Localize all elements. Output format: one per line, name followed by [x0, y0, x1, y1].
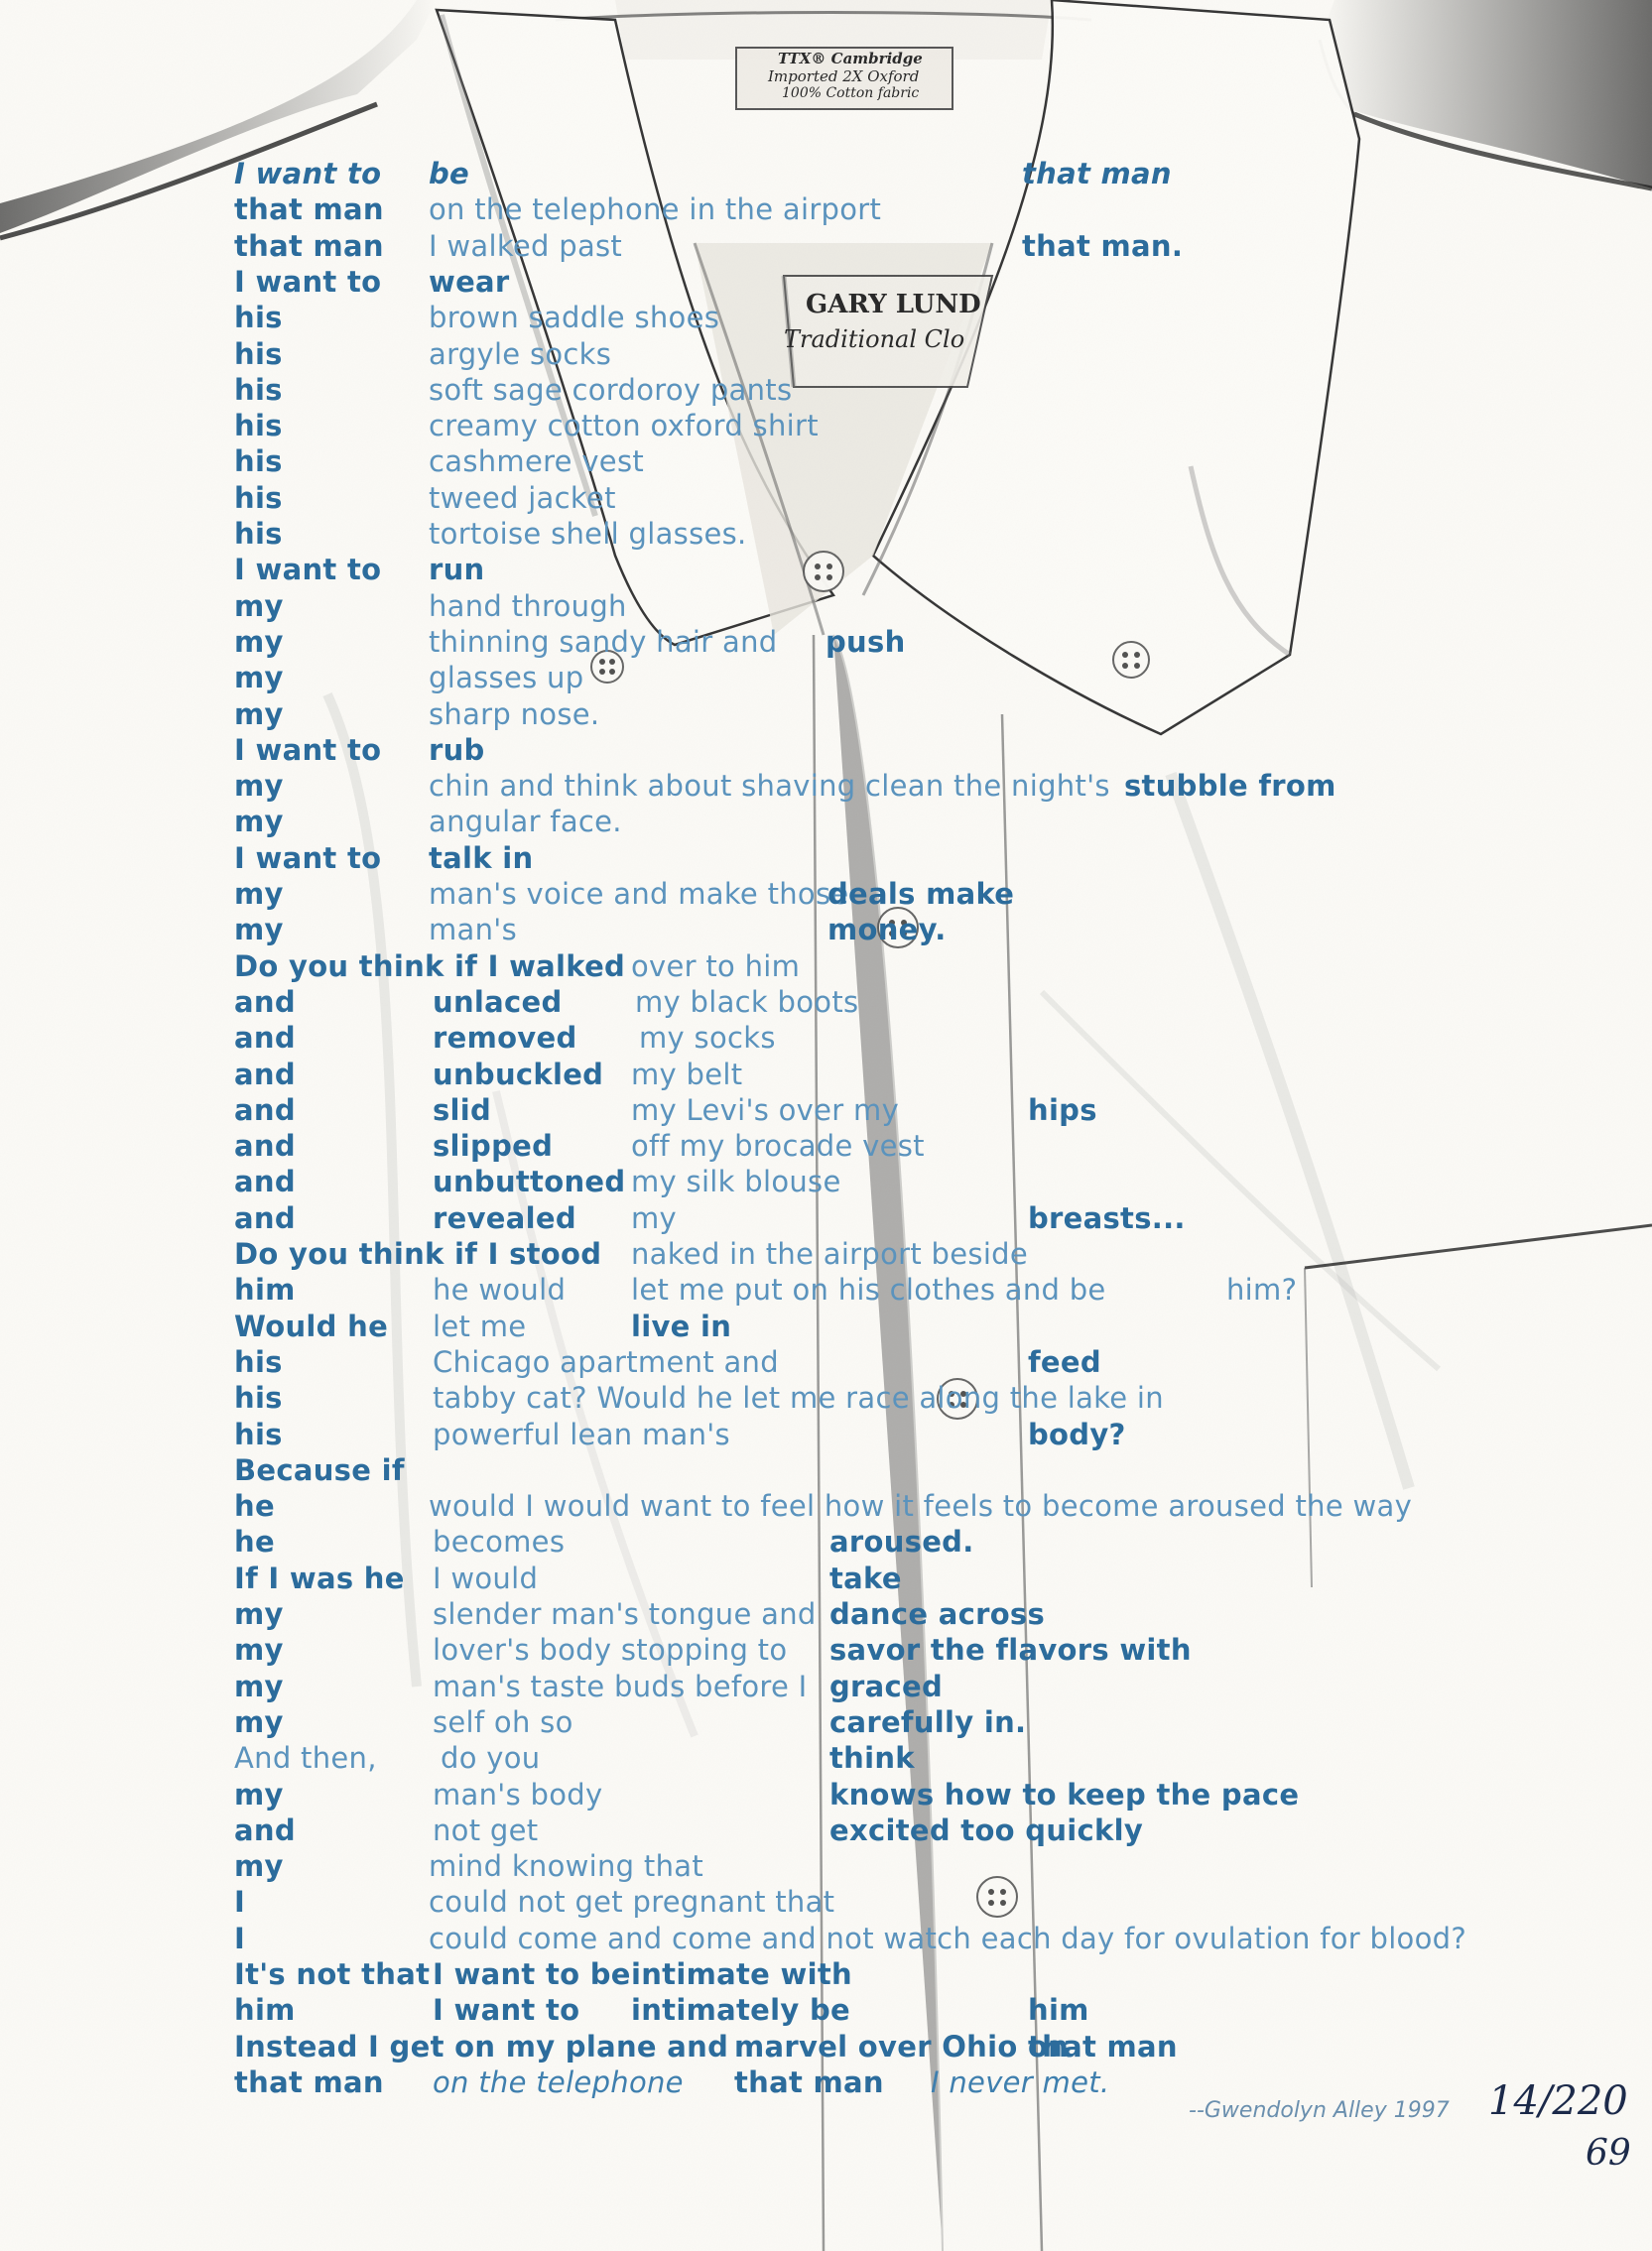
poem-word-col3: money. — [827, 913, 947, 947]
poem-word-col2: sharp nose. — [429, 696, 600, 731]
poem-word-col2: be — [429, 157, 470, 190]
poem-word-col4: him — [1028, 1993, 1089, 2028]
poem-word-col1: I want to — [234, 157, 382, 190]
poem-word-col2: slid — [433, 1092, 492, 1127]
poem-word-col2: thinning sandy hair and — [429, 624, 778, 659]
poem-word-col2: tabby cat? Would he let me race along the lake in — [433, 1381, 1164, 1416]
poem-line — [0, 804, 1652, 839]
poem-line — [0, 696, 1652, 732]
poem-line — [0, 732, 1652, 768]
handwritten-fraction: 14/220 — [1488, 2078, 1628, 2124]
poem-word-col2: tortoise shell glasses. — [429, 517, 747, 551]
handwritten-note: 69 — [1586, 2133, 1631, 2174]
poem-word-col1: his — [234, 517, 283, 551]
poem-word-col1: my — [234, 1777, 284, 1812]
poem-word-col4: body? — [1028, 1417, 1126, 1451]
poem-word-col1: I want to — [234, 840, 382, 875]
poem-word-col1: and — [234, 1021, 296, 1056]
poem-line — [0, 948, 1652, 984]
poem-line — [0, 1020, 1652, 1056]
poem-word-col1: and — [234, 1057, 296, 1091]
poem-word-col3: excited too quickly — [829, 1813, 1144, 1847]
poem-word-col2: removed — [433, 1021, 577, 1056]
poem-word-col2: Chicago apartment and — [433, 1344, 779, 1379]
poem-word-col1: Do you think if I stood — [234, 1237, 602, 1271]
poem-word-col2: talk in — [429, 840, 534, 875]
poem-word-col1: my — [234, 913, 284, 947]
poem-word-col3: my silk blouse — [631, 1165, 841, 1199]
poem-word-col1: Because if — [234, 1452, 405, 1487]
poem-word-col3: push — [826, 624, 906, 659]
poem-word-col1: I want to — [234, 264, 382, 299]
poem-word-col4: breasts... — [1028, 1200, 1186, 1235]
poem-word-col1: and — [234, 1129, 296, 1164]
poem-word-col3: knows how to keep the pace — [829, 1777, 1300, 1812]
poem-word-col3: live in — [631, 1309, 732, 1343]
poem-line — [0, 1417, 1652, 1452]
poem-word-col1: and — [234, 984, 296, 1019]
poem-word-col1: Instead I get on my plane and — [234, 2029, 729, 2063]
poem-word-col4: that man. — [1022, 228, 1184, 263]
poem-word-col3: let me put on his clothes and be — [631, 1273, 1106, 1308]
poem-line — [0, 2029, 1652, 2064]
poem-word-col3: intimately be — [631, 1993, 850, 2028]
poem-word-col2: rub — [429, 732, 485, 767]
poem-word-col1: that man — [234, 2064, 384, 2099]
poem-word-col3: my black boots — [635, 984, 859, 1019]
poem-word-col2: run — [429, 553, 485, 587]
neck-label-brand: GARY LUND — [806, 290, 981, 319]
poem-word-col2: soft sage cordoroy pants — [429, 372, 793, 407]
poem-word-col2: cashmere vest — [429, 444, 645, 479]
poem-word-col2: becomes — [433, 1525, 566, 1560]
poem-line — [0, 660, 1652, 695]
poem-word-col1: and — [234, 1813, 296, 1847]
poem-word-col2: slender man's tongue and — [433, 1597, 817, 1631]
poem-word-col2: not get — [433, 1813, 539, 1847]
poem-line — [0, 516, 1652, 552]
poem-line — [0, 1452, 1652, 1488]
poem-word-col1: my — [234, 1704, 284, 1739]
poem-word-col3: aroused. — [829, 1525, 974, 1560]
poem-word-col1: I — [234, 1885, 246, 1920]
poem-line — [0, 1272, 1652, 1308]
poem-line — [0, 443, 1652, 479]
poem-line — [0, 1344, 1652, 1380]
poem-word-col1: Do you think if I walked — [234, 948, 626, 983]
poem-line — [0, 1561, 1652, 1596]
poem-word-col2: glasses up — [429, 661, 584, 695]
poem-word-col1: my — [234, 805, 284, 839]
poem-line — [0, 624, 1652, 660]
poem-word-col1: his — [234, 372, 283, 407]
poem-line — [0, 1956, 1652, 1992]
poem-word-col2: man's — [429, 913, 517, 947]
poem-word-col1: him — [234, 1993, 296, 2028]
poem-line — [0, 588, 1652, 624]
poem-word-col3: take — [829, 1561, 902, 1595]
poem-word-col3: deals make — [827, 877, 1015, 911]
poem-word-col1: my — [234, 1849, 284, 1884]
poem-line — [0, 1848, 1652, 1884]
poem-word-col1: I — [234, 1921, 246, 1955]
poem-word-col2: I would — [433, 1561, 539, 1595]
poem-line — [0, 480, 1652, 516]
poem-word-col1: that man — [234, 192, 384, 227]
poem-word-col1: his — [234, 301, 283, 335]
poem-word-col1: my — [234, 1669, 284, 1703]
poem-word-col2: angular face. — [429, 805, 622, 839]
poem-word-col1: his — [234, 480, 283, 515]
poem-line — [0, 372, 1652, 408]
poem-word-col1: he — [234, 1525, 275, 1560]
poem-word-col4: stubble from — [1124, 769, 1336, 804]
poem-line — [0, 1921, 1652, 1956]
poem-word-col1: and — [234, 1092, 296, 1127]
poem-word-col1: my — [234, 661, 284, 695]
poem-line — [0, 1200, 1652, 1236]
poem-word-col2: powerful lean man's — [433, 1417, 730, 1451]
poem-word-col3: marvel over Ohio on — [734, 2029, 1070, 2063]
neck-label-sub: Traditional Clo — [784, 325, 965, 353]
poem-line — [0, 840, 1652, 876]
poem-word-col2: he would — [433, 1273, 567, 1308]
poem-line — [0, 1632, 1652, 1668]
poem-word-col2: could come and come and not watch each day for ovulation for blood? — [429, 1921, 1467, 1955]
poem-line — [0, 408, 1652, 443]
poem-line — [0, 1128, 1652, 1164]
poem-line — [0, 228, 1652, 264]
poem-word-col3: graced — [829, 1669, 944, 1703]
poem-word-col1: my — [234, 877, 284, 911]
poem-word-col2: creamy cotton oxford shirt — [429, 409, 819, 443]
poem-word-col1: It's not that — [234, 1957, 431, 1991]
poem-word-col2: let me — [433, 1309, 527, 1343]
poem-line — [0, 1740, 1652, 1776]
shirt-label-line3: 100% Cotton fabric — [782, 85, 920, 101]
poem-line — [0, 1057, 1652, 1092]
poem-line — [0, 768, 1652, 804]
poem-line — [0, 300, 1652, 335]
poem-word-col1: that man — [234, 228, 384, 263]
poem-word-col3: intimate with — [631, 1957, 852, 1991]
poem-word-col4: that man — [1022, 157, 1172, 190]
poem-line — [0, 264, 1652, 300]
poem-word-col3: savor the flavors with — [829, 1633, 1192, 1668]
poem-line — [0, 336, 1652, 372]
poem-word-col3: my — [631, 1200, 678, 1235]
poem-line — [0, 1092, 1652, 1128]
poem-word-col2: on the telephone in the airport — [429, 192, 882, 227]
poem-line — [0, 984, 1652, 1020]
poem-word-col2: brown saddle shoes — [429, 301, 720, 335]
poem-word-col1: and — [234, 1200, 296, 1235]
poem-word-col1: I want to — [234, 553, 382, 587]
poem-word-col3: my Levi's over my — [631, 1092, 900, 1127]
poem-word-col1: my — [234, 624, 284, 659]
poem-word-col2: would I would want to feel how it feels to become aroused the way — [429, 1489, 1413, 1524]
poem-word-col1: If I was he — [234, 1561, 405, 1595]
poem-word-col1: my — [234, 1633, 284, 1668]
poem-word-col2: I walked past — [429, 228, 623, 263]
poem-word-col3: off my brocade vest — [631, 1129, 925, 1164]
poem-word-col1: my — [234, 769, 284, 804]
poem-word-col1: him — [234, 1273, 296, 1308]
poem-word-col1: my — [234, 1597, 284, 1631]
poem-word-col2: wear — [429, 264, 510, 299]
shirt-label-line2: Imported 2X Oxford — [768, 67, 920, 85]
poem-line — [0, 1524, 1652, 1560]
poem-word-col2: lover's body stopping to — [433, 1633, 788, 1668]
poem-word-col2: could not get pregnant that — [429, 1885, 835, 1920]
poem-word-col2: argyle socks — [429, 336, 612, 371]
poem-word-col1: his — [234, 1344, 283, 1379]
poem-word-col2: revealed — [433, 1200, 576, 1235]
poem-word-col3: carefully in. — [829, 1704, 1027, 1739]
poem-word-col3: think — [829, 1741, 915, 1776]
poem-word-col4: hips — [1028, 1092, 1097, 1127]
poem-word-col2: naked in the airport beside — [631, 1237, 1029, 1271]
poem-word-col1: my — [234, 588, 284, 623]
poem-word-col1: his — [234, 336, 283, 371]
poem-word-col3: dance across — [829, 1597, 1046, 1631]
poem-word-col1: Would he — [234, 1309, 389, 1343]
poem-word-col4: that man — [1028, 2029, 1178, 2063]
poem-word-col2: over to him — [631, 948, 801, 983]
poem-word-col1: his — [234, 409, 283, 443]
poem-word-col2: unbuttoned — [433, 1165, 626, 1199]
poem-line — [0, 156, 1652, 191]
poem-line — [0, 1164, 1652, 1199]
poem-line — [0, 2064, 1652, 2100]
poem-word-col4: him? — [1226, 1273, 1298, 1308]
poem-word-col1: his — [234, 1381, 283, 1416]
poem-line — [0, 876, 1652, 912]
poem-line — [0, 1813, 1652, 1848]
poem-word-col1: his — [234, 1417, 283, 1451]
poem-line — [0, 1236, 1652, 1272]
poem-line — [0, 1992, 1652, 2028]
poem-word-col1: his — [234, 444, 283, 479]
poem-word-col1: And then, — [234, 1741, 377, 1776]
poem-word-col2: I want to be — [433, 1957, 631, 1991]
signature: --Gwendolyn Alley 1997 — [1189, 2098, 1450, 2123]
poem-word-col4: I never met. — [931, 2064, 1110, 2099]
poem-line — [0, 1596, 1652, 1632]
poem-word-col3: that man — [734, 2064, 884, 2099]
poem-word-col2: mind knowing that — [429, 1849, 704, 1884]
poem-word-col1: and — [234, 1165, 296, 1199]
poem-word-col2: man's voice and make those — [429, 877, 849, 911]
poem-word-col1: my — [234, 696, 284, 731]
poem-line — [0, 1777, 1652, 1813]
shirt-label-line1: TTX® Cambridge — [778, 50, 923, 67]
poem-word-col2: chin and think about shaving clean the night's — [429, 769, 1110, 804]
poem-word-col2: man's taste buds before I — [433, 1669, 808, 1703]
poem-word-col1: I want to — [234, 732, 382, 767]
poem-line — [0, 1669, 1652, 1704]
poem-word-col4: feed — [1028, 1344, 1101, 1379]
poem-line — [0, 912, 1652, 947]
poem-word-col3: my socks — [639, 1021, 776, 1056]
poem-word-col1: he — [234, 1489, 275, 1524]
poem-line — [0, 1884, 1652, 1920]
poem-line — [0, 191, 1652, 227]
poem-line — [0, 1488, 1652, 1524]
poem-line — [0, 1309, 1652, 1344]
poem-word-col2: slipped — [433, 1129, 554, 1164]
poem-word-col2: unbuckled — [433, 1057, 604, 1091]
poem-word-col2: I want to — [433, 1993, 580, 2028]
poem-word-col2: hand through — [429, 588, 627, 623]
poem-line — [0, 552, 1652, 587]
poem-line — [0, 1704, 1652, 1740]
poem-word-col2: do you — [441, 1741, 541, 1776]
poem-word-col2: unlaced — [433, 984, 563, 1019]
poem-word-col3: my belt — [631, 1057, 743, 1091]
poem-word-col2: tweed jacket — [429, 480, 616, 515]
poem-word-col2: man's body — [433, 1777, 603, 1812]
poem-line — [0, 1380, 1652, 1416]
poem-word-col2: self oh so — [433, 1704, 573, 1739]
poem-word-col2: on the telephone — [433, 2064, 684, 2099]
